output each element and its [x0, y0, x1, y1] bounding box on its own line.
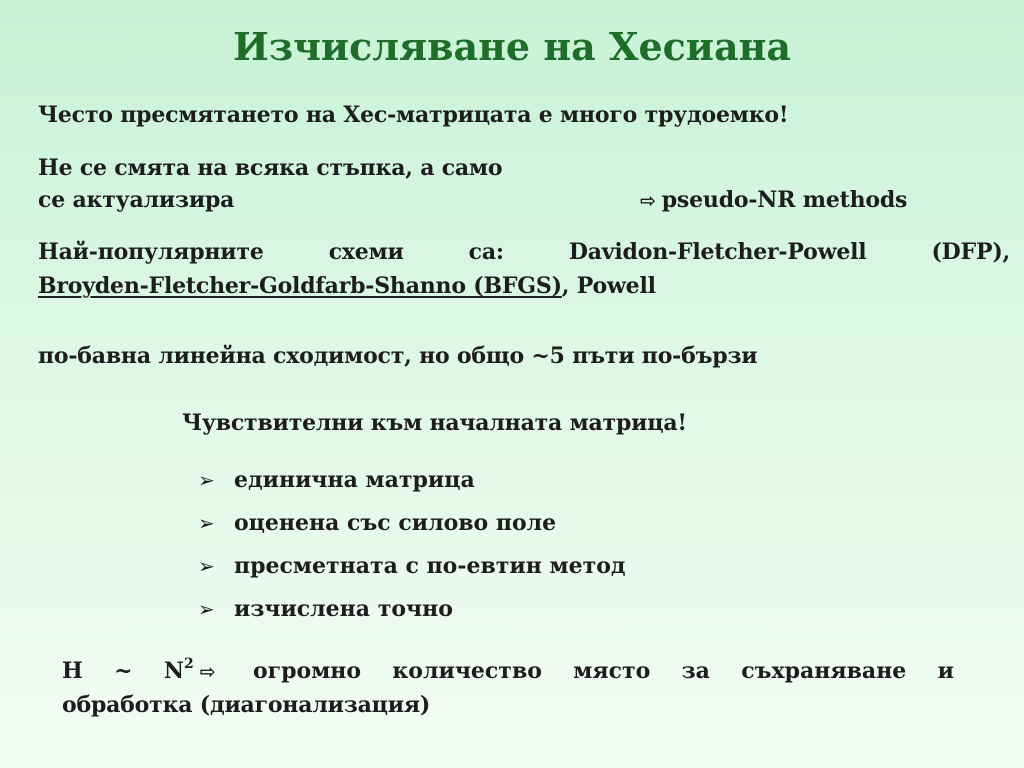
h-n-squared — [62, 658, 222, 684]
word: за — [681, 658, 710, 684]
word: и — [937, 658, 954, 684]
text-line-processing: обработка (диагонализация) — [62, 692, 431, 718]
text-line-sensitive: Чувствителни към началната матрица! — [182, 410, 687, 436]
text-line-hessian-cost: Често пресмятането на Хес-матрицата е много трудоемко! — [38, 102, 789, 128]
list-item — [198, 510, 556, 536]
text-line-hessian-size — [62, 658, 954, 684]
powell-text: , Powell — [561, 273, 656, 299]
list-item-label: оценена със силово поле — [234, 510, 557, 536]
list-item — [198, 553, 626, 579]
bfgs-method-name: Broyden-Fletcher-Goldfarb-Shanno (BFGS) — [38, 273, 562, 299]
pseudo-nr-text: pseudo-NR methods — [661, 187, 908, 213]
slide-title: Изчисляване на Хесиана — [232, 24, 792, 69]
arrowhead-bullet-icon: ➢ — [198, 597, 215, 621]
word: количество — [392, 658, 542, 684]
list-item — [198, 467, 475, 493]
arrow-right-icon: ⇨ — [199, 661, 216, 683]
arrow-right-icon: ⇨ — [640, 190, 656, 212]
word: (DFP), — [931, 239, 1010, 265]
h-base: H ~ N — [62, 658, 184, 684]
word: огромно — [252, 658, 362, 684]
text-line-updated: се актуализира — [38, 187, 235, 213]
text-line-bfgs — [38, 273, 656, 299]
word: Davidon-Fletcher-Powell — [568, 239, 867, 265]
arrowhead-bullet-icon: ➢ — [198, 511, 215, 535]
text-line-popular-schemes — [38, 239, 1010, 265]
text-line-not-every-step: Не се смята на всяка стъпка, а само — [38, 155, 503, 181]
arrowhead-bullet-icon: ➢ — [198, 468, 215, 492]
list-item-label: единична матрица — [234, 467, 475, 493]
word: Най-популярните — [38, 239, 264, 265]
list-item — [198, 596, 453, 622]
list-item-label: изчислена точно — [234, 596, 453, 622]
exponent: 2 — [183, 656, 194, 672]
word: съхраняване — [741, 658, 907, 684]
pseudo-nr-label — [640, 187, 907, 213]
word: схеми — [328, 239, 404, 265]
arrowhead-bullet-icon: ➢ — [198, 554, 215, 578]
word: са: — [468, 239, 504, 265]
text-line-convergence: по-бавна линейна сходимост, но общо ~5 пъти по-бързи — [38, 343, 758, 369]
word: място — [573, 658, 651, 684]
list-item-label: пресметната с по-евтин метод — [234, 553, 626, 579]
